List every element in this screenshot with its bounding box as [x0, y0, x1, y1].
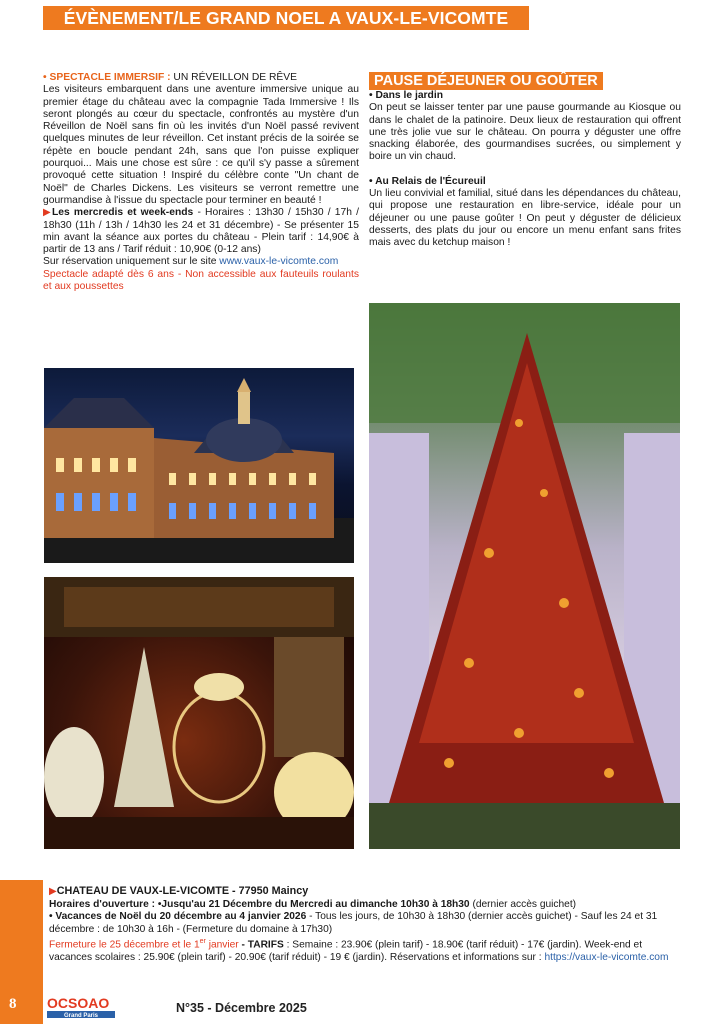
- spectacle-note: Spectacle adapté dès 6 ans - Non accessible aux fauteuils roulants et aux poussettes: [43, 268, 359, 293]
- logo-wordmark: OCSOAO: [47, 995, 110, 1011]
- spectacle-body: Les visiteurs embarquent dans une aventure immersive unique au premier étage du château avec la compagnie Tada Immersive ! Ils seront plongés au cœur du spectacle, confrontés au mystère d'un Réveillon de Noël sans fin où les invités d'un Noël passé revivent quelques minutes de leur réveillon. Cet instant précis de la soirée se répète en boucle pendant 24h, sans que l'on puisse expliquer pourquoi... Mais une chose est sûre : ce qu'il s'y passe a sûrement provoqué cette situation ! Inspiré du célèbre conte "Un chant de Noël" de Charles Dickens. Les visiteurs se verront remettre une gourmandise à l'issue du spectacle pour terminer en beauté !: [43, 84, 359, 206]
- christmas-salon-photo: [44, 577, 354, 849]
- hours-label: Horaires d'ouverture :: [49, 898, 158, 910]
- pause-article: [369, 72, 681, 250]
- orange-side-tab: [0, 880, 43, 1024]
- closure-end: janvier: [205, 939, 239, 951]
- holidays-period: • Vacances de Noël du 20 décembre au 4 janvier 2026: [49, 911, 307, 923]
- tarifs-line: [49, 936, 679, 965]
- page-number: 8: [9, 996, 17, 1012]
- relais-body: Un lieu convivial et familial, situé dans les dépendances du château, qui propose une restauration en libre-service, idéale pour un déjeuner ou une pause goûter ! On peut y déguster de délicieux desserts, des plats du jour ou encore un menu enfant sans frites mais avec du ketchup maison !: [369, 188, 681, 249]
- hours-line: [49, 899, 679, 912]
- closure-sup: er: [199, 938, 206, 946]
- spectacle-schedule: [43, 207, 359, 256]
- tarifs-details: : Semaine : 23.90€ (plein tarif) - 18.90€ (tarif réduit) - 17€ (jardin). Week-end et vacances scolaires : 25.90€ (plein tarif) - 20.90€ (tarif réduit) - 19 € (jardin). Réservations et informations sur :: [49, 939, 643, 964]
- holidays-details: - Tous les jours, de 10h30 à 18h30 (dernier accès guichet) - Sauf les 24 et 31 décembre : de 10h30 à 16h - (Fermeture du domaine à 17h30): [49, 911, 658, 935]
- reservation-link[interactable]: www.vaux-le-vicomte.com: [219, 256, 339, 268]
- issue-number: N°35 - Décembre 2025: [176, 1001, 307, 1015]
- tarifs-label: - TARIFS: [238, 939, 284, 951]
- logo-subtitle: Grand Paris: [63, 1013, 99, 1018]
- chateau-night-photo: [44, 368, 354, 563]
- tree-illustration: [369, 303, 680, 849]
- magazine-logo-icon: [45, 994, 117, 1018]
- spectacle-reservation: [43, 256, 359, 268]
- schedule-details: - Horaires : 13h30 / 15h30 / 17h / 18h30 (11h / 13h / 14h30 les 24 et 31 décembre) - Se présenter 15 min avant la séance aux portes du château - Plein tarif : 14,90€ à partir de 13 ans / Tarif réduit : 10,90€ (0-12 ans): [43, 207, 359, 256]
- spectacle-article: [43, 72, 359, 293]
- holidays-line: [49, 911, 679, 936]
- hours-period: •Jusqu'au 21 Décembre du Mercredi au dimanche 10h30 à 18h30: [157, 898, 470, 910]
- triangle-bullet-icon: ▶: [43, 207, 52, 219]
- practical-info: [49, 885, 679, 965]
- jardin-title: • Dans le jardin: [369, 90, 443, 101]
- relais-title: • Au Relais de l'Écureuil: [369, 175, 486, 187]
- venue-line: [49, 885, 679, 899]
- reservation-text: Sur réservation uniquement sur le site: [43, 256, 220, 268]
- triangle-bullet-icon: ▶: [49, 886, 57, 897]
- info-link[interactable]: https://vaux-le-vicomte.com: [544, 952, 669, 964]
- page-title: ÉVÈNEMENT/LE GRAND NOEL A VAUX-LE-VICOMTE: [43, 6, 529, 30]
- hours-note: (dernier accès guichet): [469, 898, 577, 910]
- chateau-illustration: [44, 368, 354, 563]
- venue-name: CHATEAU DE VAUX-LE-VICOMTE - 77950 Maincy: [56, 885, 309, 897]
- jardin-body: On peut se laisser tenter par une pause gourmande au Kiosque ou dans le chalet de la patinoire. Deux lieux de restauration qui offrent une très jolie vue sur le château. On pourra y déguster une offre snacking élaborée, des gourmandises sucrées, ou simplement y boire un vin chaud.: [369, 102, 681, 163]
- pause-banner: PAUSE DÉJEUNER OU GOÛTER: [369, 72, 603, 90]
- spectacle-heading: [43, 72, 359, 84]
- spectacle-heading-prefix: • SPECTACLE IMMERSIF :: [43, 72, 171, 83]
- spectacle-heading-title: UN RÉVEILLON DE RÊVE: [170, 72, 298, 83]
- schedule-days: Les mercredis et week-ends: [52, 207, 194, 219]
- salon-illustration: [44, 577, 354, 849]
- christmas-tree-photo: [369, 303, 680, 849]
- closure-text: Fermeture le 25 décembre et le 1: [49, 939, 200, 951]
- spacer: [369, 164, 681, 176]
